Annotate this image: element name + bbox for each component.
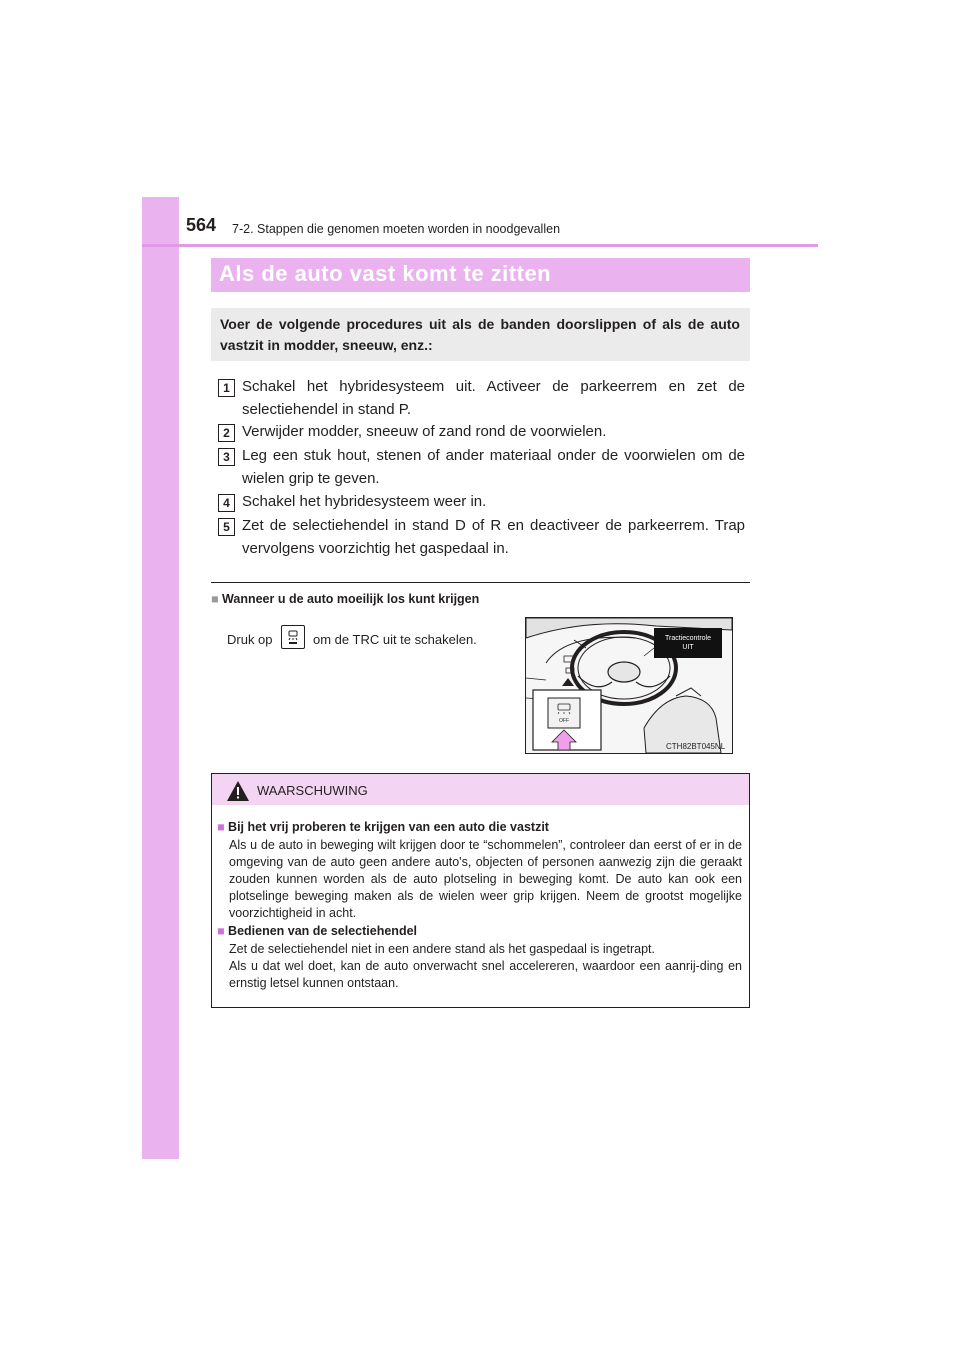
- trc-off-switch-icon: [281, 625, 305, 649]
- running-title: 7-2. Stappen die genomen moeten worden in noodgevallen: [232, 222, 561, 236]
- section-divider: [211, 582, 750, 583]
- warning-box: [211, 773, 750, 1008]
- square-bullet-icon: ■: [217, 924, 225, 938]
- page-number: 564: [186, 215, 217, 235]
- intro-text: Voer de volgende procedures uit als de banden doorslippen of als de auto vastzit in modder, sneeuw, enz.:: [220, 316, 740, 353]
- header-rule: [142, 244, 818, 247]
- step-text-5: Zet de selectiehendel in stand D of R en deactiveer de parkeerrem. Trap vervolgens voorzichtig het gaspedaal in.: [242, 517, 745, 557]
- step-number-1: 1: [218, 379, 235, 397]
- step-text-4: Schakel het hybridesysteem weer in.: [242, 493, 487, 510]
- note-heading-text: Wanneer u de auto moeilijk los kunt krijgen: [222, 592, 480, 606]
- warning-item-2-heading-text: Bedienen van de selectiehendel: [228, 924, 418, 938]
- traction-control-callout: [654, 628, 722, 658]
- warning-triangle-icon: [226, 780, 250, 802]
- image-code: CTH82BT045NL: [666, 742, 726, 751]
- warning-item-2-text: Zet de selectiehendel niet in een andere stand als het gaspedaal is ingetrapt.: [229, 942, 655, 956]
- warning-item-1-heading: [217, 820, 549, 834]
- step-text-2: Verwijder modder, sneeuw of zand rond de voorwielen.: [242, 423, 607, 440]
- note-heading: [211, 592, 479, 606]
- step-number-2: 2: [218, 424, 235, 442]
- square-bullet-icon: ■: [217, 820, 225, 834]
- step-number-3: 3: [218, 448, 235, 466]
- switch-off-label: OFF: [559, 718, 569, 724]
- section-title: Als de auto vast komt te zitten: [219, 261, 552, 286]
- step-text-3: Leg een stuk hout, stenen of ander materiaal onder de voorwielen om de wielen grip te geven.: [242, 447, 745, 487]
- side-color-strip: [142, 197, 179, 1159]
- note-text-before: Druk op: [227, 632, 273, 647]
- step-text-1: Schakel het hybridesysteem uit. Activeer de parkeerrem en zet de selectiehendel in stand P.: [242, 378, 745, 418]
- step-number-5: 5: [218, 518, 235, 536]
- warning-header: [212, 774, 749, 805]
- warning-title: WAARSCHUWING: [257, 783, 368, 798]
- warning-item-2-heading: [217, 924, 417, 938]
- step-number-4: 4: [218, 494, 235, 512]
- warning-item-1-text: Als u de auto in beweging wilt krijgen door te “schommelen”, controleer dan eerst of er in de omgeving van de auto geen andere auto's, objecten of personen aanwezig zijn die geraakt zouden kunnen worden als de auto plotseling in beweging komt. De auto kan ook een plotselinge beweging maken als de wielen weer grip krijgen. Neem de grootst mogelijke voorzichtigheid in acht.: [229, 838, 742, 920]
- intro-box: [211, 308, 750, 361]
- warning-item-2-text-2: Als u dat wel doet, kan de auto onverwacht snel accelereren, waardoor een aanrij-ding en ernstig letsel kunnen ontstaan.: [229, 959, 742, 990]
- callout-line-1: Tractiecontrole: [664, 635, 712, 642]
- warning-item-1-heading-text: Bij het vrij proberen te krijgen van een auto die vastzit: [228, 820, 549, 834]
- note-text-after: om de TRC uit te schakelen.: [313, 632, 477, 647]
- square-bullet-icon: ■: [211, 592, 219, 606]
- callout-line-2: UIT: [682, 644, 694, 651]
- section-title-bar: [211, 258, 750, 292]
